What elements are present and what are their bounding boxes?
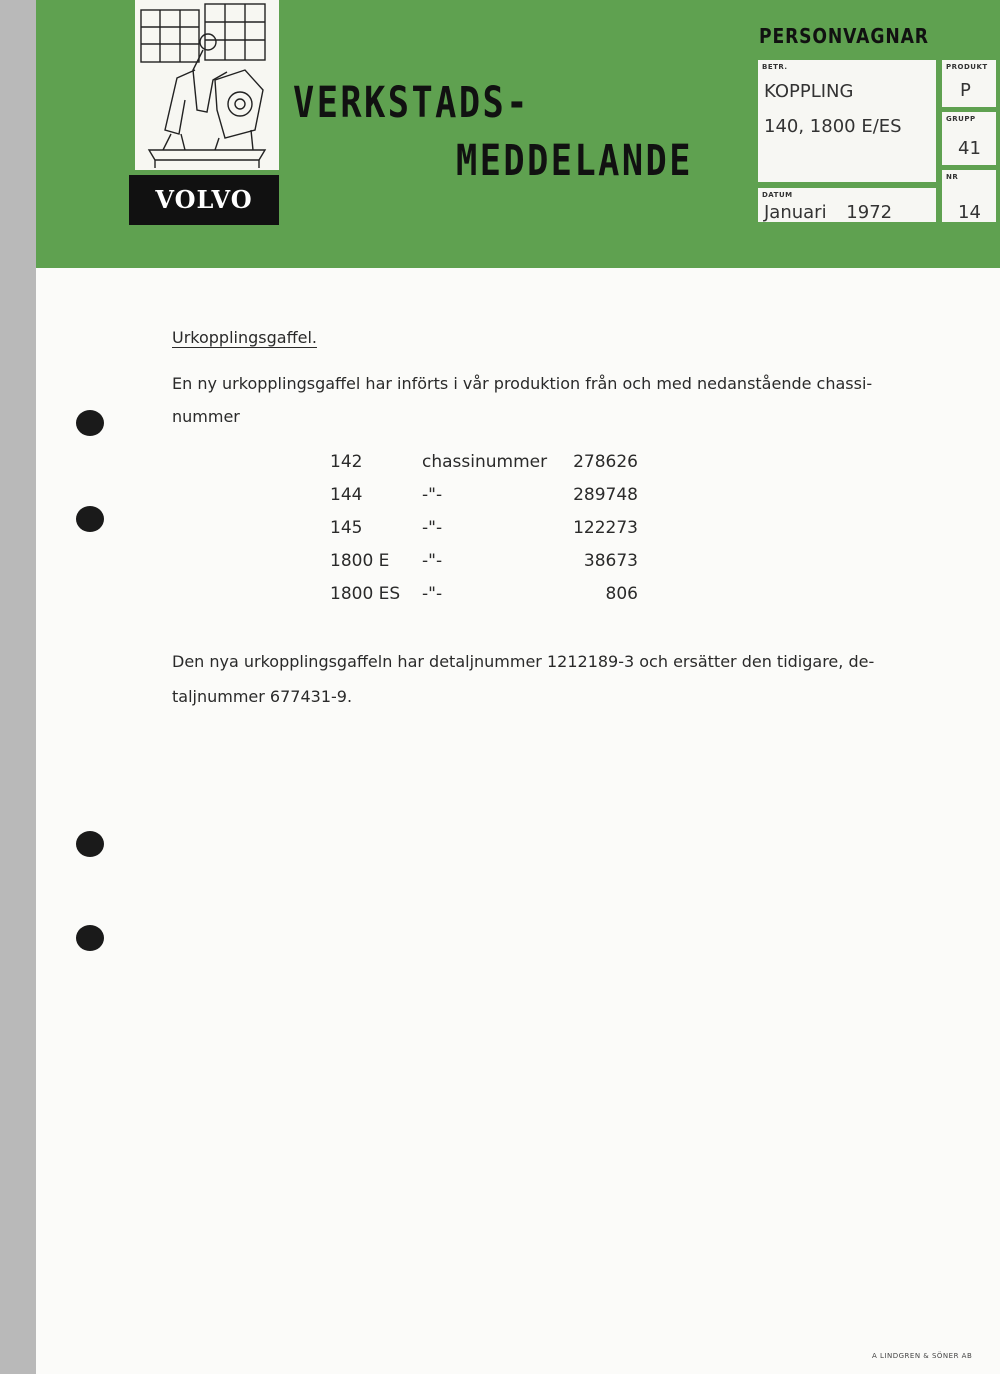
table-row-number: 289748 — [573, 485, 638, 505]
table-row-label: -"- — [422, 485, 443, 505]
table-row-model: 145 — [330, 518, 363, 538]
intro-line-2: nummer — [172, 407, 240, 426]
printer-imprint: A LINDGREN & SÖNER AB — [872, 1352, 973, 1360]
betr-line-1: KOPPLING — [764, 81, 854, 102]
betr-line-2: 140, 1800 E/ES — [764, 116, 902, 137]
intro-line-1: En ny urkopplingsgaffel har införts i vår produktion från och med nedanstående chassi- — [172, 374, 873, 393]
punch-hole — [76, 925, 104, 951]
table-row-number: 806 — [605, 584, 638, 604]
produkt-label: PRODUKT — [946, 63, 988, 71]
nr-box — [942, 170, 996, 222]
closing-line-2: taljnummer 677431-9. — [172, 687, 353, 706]
table-row-number: 122273 — [573, 518, 638, 538]
header-banner — [36, 0, 1000, 268]
betr-label: BETR. — [762, 63, 788, 71]
produkt-box — [942, 60, 996, 107]
nr-value: 14 — [958, 202, 981, 223]
table-row-model: 144 — [330, 485, 363, 505]
volvo-logo: VOLVO — [129, 175, 279, 225]
produkt-value: P — [960, 80, 971, 101]
title-line-2: MEDDELANDE — [456, 136, 693, 186]
section-heading: Urkopplingsgaffel. — [172, 328, 317, 347]
betr-box — [758, 60, 936, 182]
table-row-label: chassinummer — [422, 452, 548, 472]
punch-hole — [76, 506, 104, 532]
datum-box — [758, 188, 936, 222]
closing-line-1: Den nya urkopplingsgaffeln har detaljnummer 1212189-3 och ersätter den tidigare, de- — [172, 652, 875, 671]
table-row-number: 38673 — [583, 551, 638, 571]
table-row-label: -"- — [422, 551, 443, 571]
table-row-model: 1800 E — [330, 551, 390, 571]
table-row-label: -"- — [422, 518, 443, 538]
title-line-1: VERKSTADS- — [293, 78, 530, 128]
grupp-box — [942, 112, 996, 165]
datum-value: Januari 1972 — [764, 202, 893, 223]
table-row-model: 142 — [330, 452, 363, 472]
mechanic-drawing-icon — [135, 0, 279, 170]
table-row-number: 278626 — [573, 452, 638, 472]
grupp-value: 41 — [958, 138, 981, 159]
nr-label: NR — [946, 173, 959, 181]
punch-hole — [76, 410, 104, 436]
table-row-label: -"- — [422, 584, 443, 604]
punch-hole — [76, 831, 104, 857]
grupp-label: GRUPP — [946, 115, 976, 123]
document-sheet — [36, 0, 1000, 1374]
datum-label: DATUM — [762, 191, 793, 199]
mechanic-illustration — [135, 0, 279, 170]
table-row-model: 1800 ES — [330, 584, 401, 604]
category-label: PERSONVAGNAR — [759, 24, 929, 48]
